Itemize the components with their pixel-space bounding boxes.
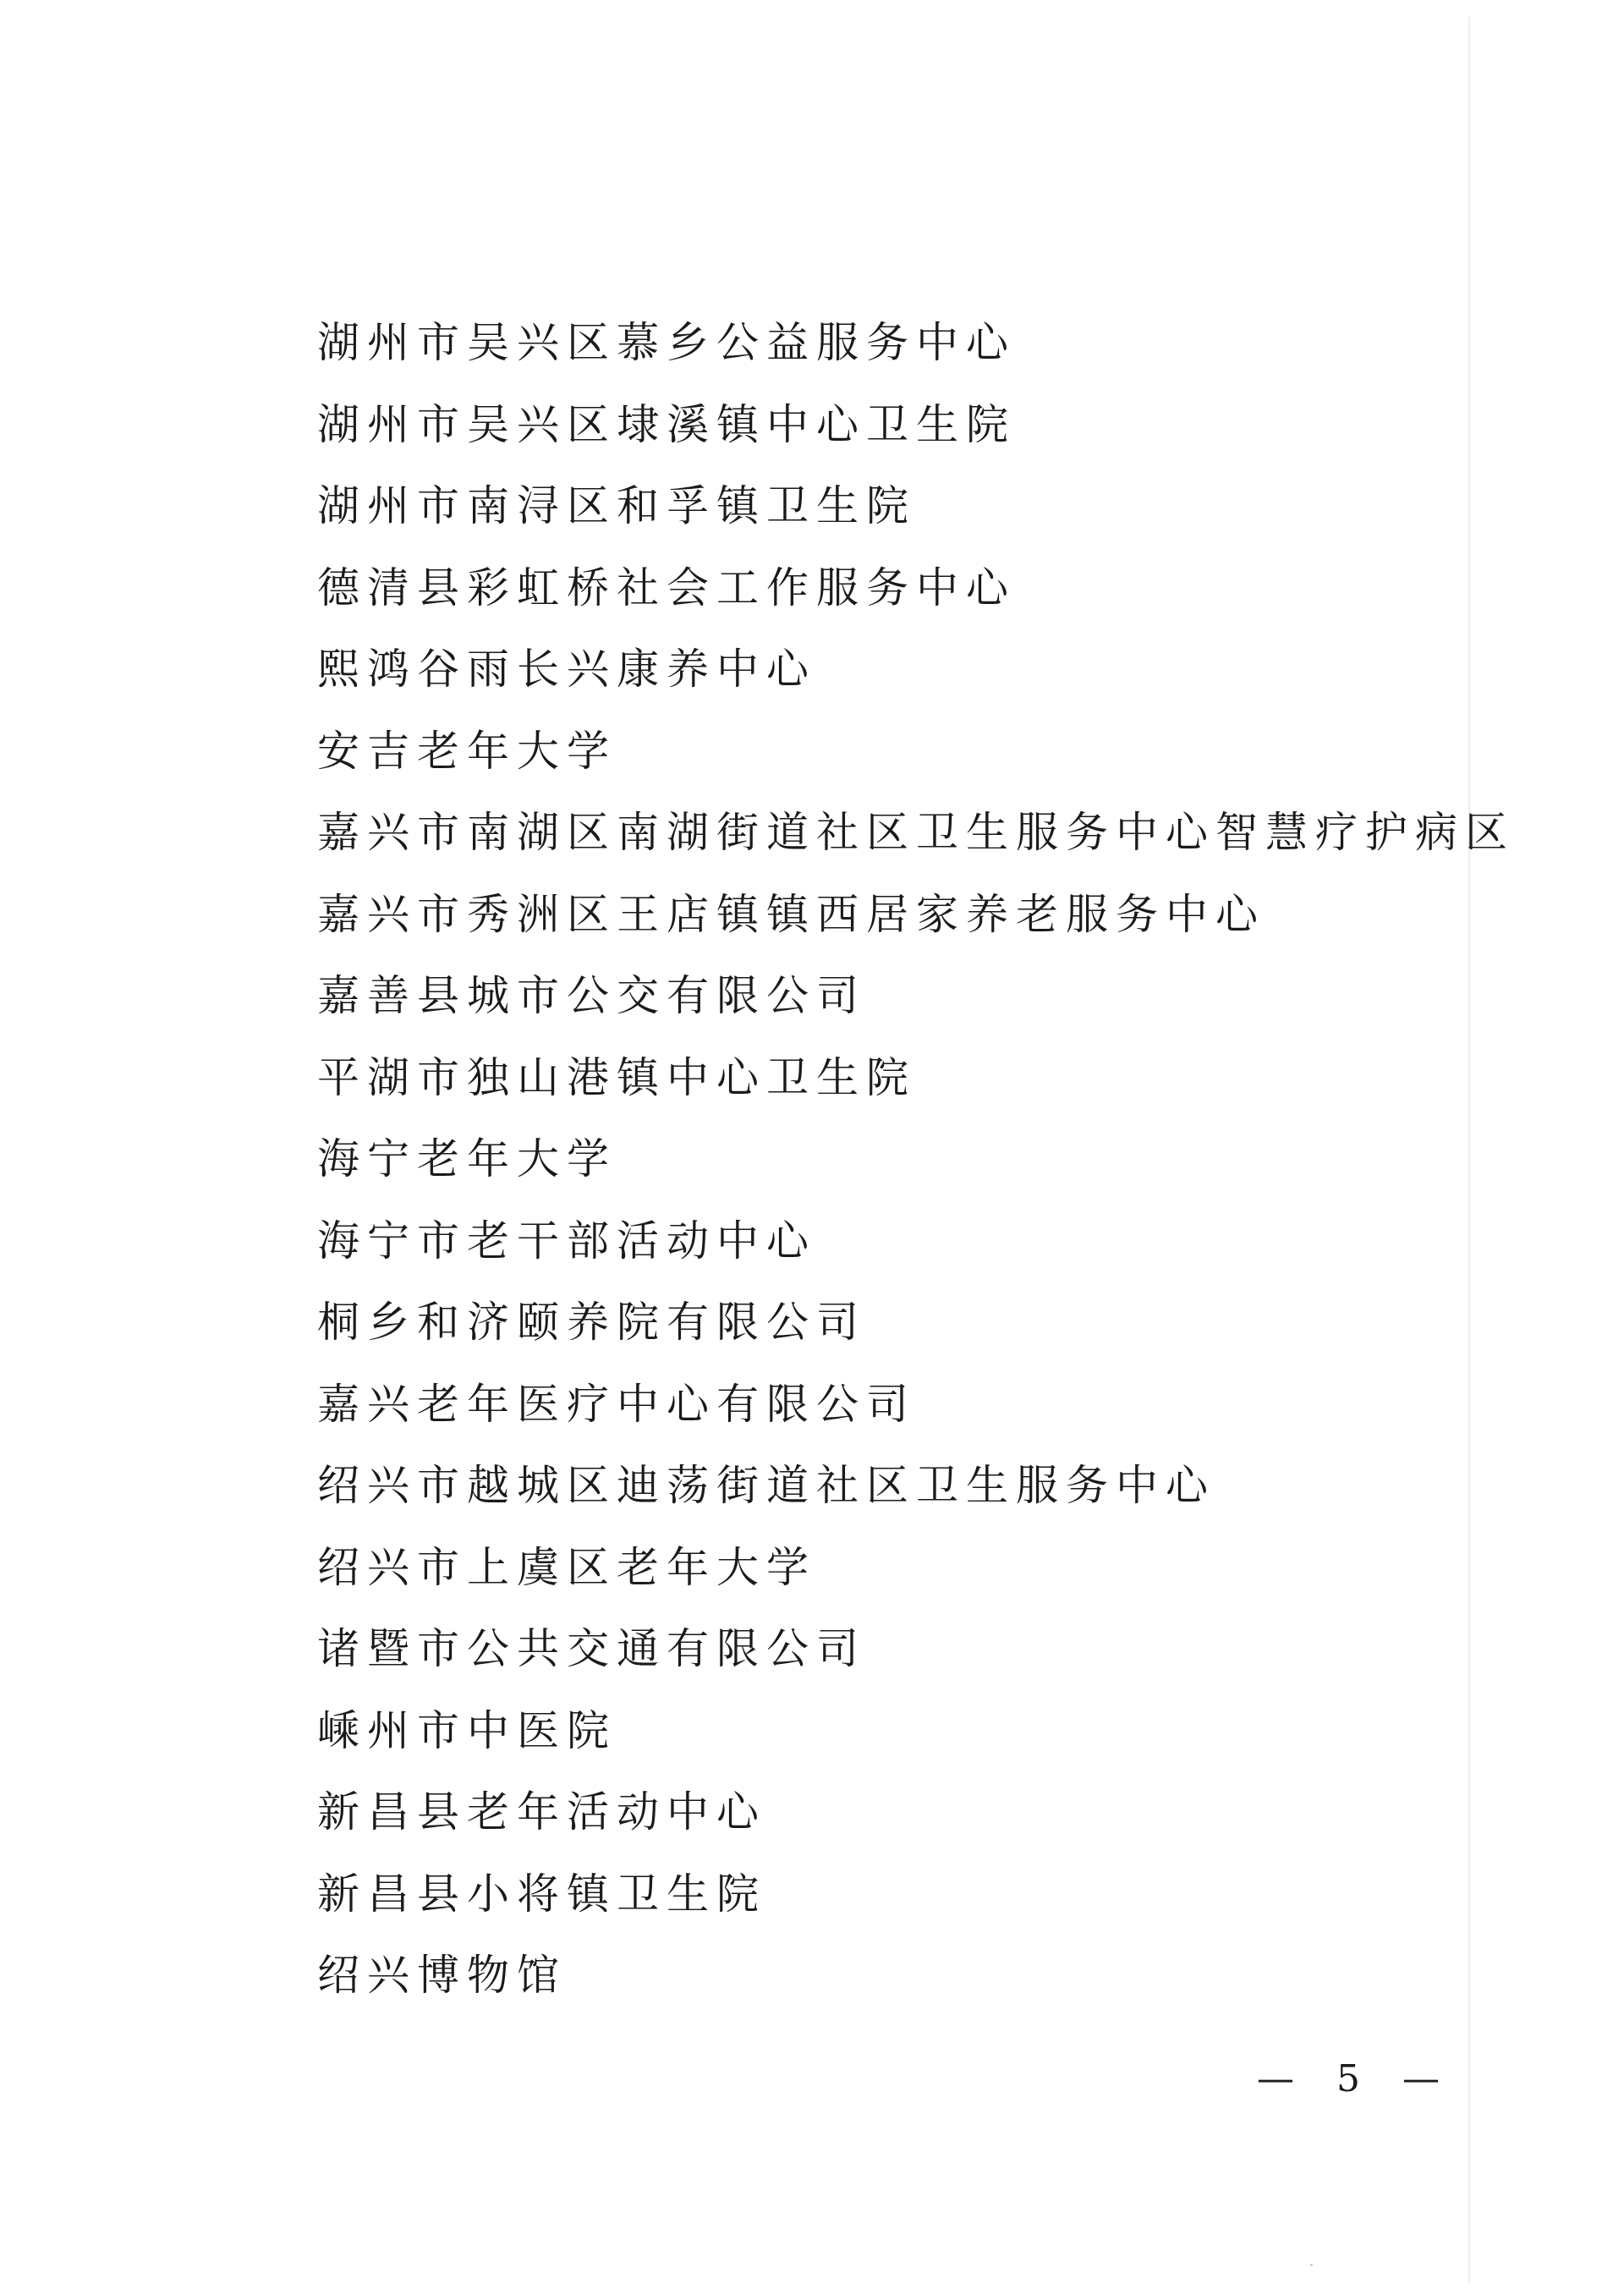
list-item: 嘉兴市南湖区南湖街道社区卫生服务中心智慧疗护病区 — [317, 808, 1515, 857]
list-item: 绍兴博物馆 — [317, 1951, 567, 2000]
list-item: 新昌县老年活动中心 — [317, 1787, 766, 1837]
list-item: 安吉老年大学 — [317, 726, 617, 776]
list-item: 嘉兴老年医疗中心有限公司 — [317, 1379, 916, 1429]
list-item: 诸暨市公共交通有限公司 — [317, 1624, 866, 1673]
list-item: 嵊州市中医院 — [317, 1705, 617, 1755]
list-item: 新昌县小将镇卫生院 — [317, 1869, 766, 1919]
list-item: 桐乡和济颐养院有限公司 — [317, 1298, 866, 1347]
list-item: 湖州市吴兴区埭溪镇中心卫生院 — [317, 399, 1016, 449]
scan-speck — [1310, 2264, 1313, 2266]
list-item: 熙鸿谷雨长兴康养中心 — [317, 645, 816, 694]
organization-list — [317, 302, 1515, 2017]
list-item: 嘉兴市秀洲区王店镇镇西居家养老服务中心 — [317, 889, 1265, 939]
list-item: 嘉善县城市公交有限公司 — [317, 971, 866, 1020]
list-item: 平湖市独山港镇中心卫生院 — [317, 1052, 916, 1102]
list-item: 绍兴市越城区迪荡街道社区卫生服务中心 — [317, 1461, 1215, 1510]
list-item: 德清县彩虹桥社会工作服务中心 — [317, 563, 1016, 612]
list-item: 海宁老年大学 — [317, 1134, 617, 1183]
list-item: 绍兴市上虞区老年大学 — [317, 1542, 816, 1592]
list-item: 湖州市南浔区和孚镇卫生院 — [317, 481, 916, 530]
page-number: — 5 — — [1257, 2057, 1455, 2100]
list-item: 湖州市吴兴区慕乡公益服务中心 — [317, 318, 1016, 367]
list-item: 海宁市老干部活动中心 — [317, 1216, 816, 1266]
